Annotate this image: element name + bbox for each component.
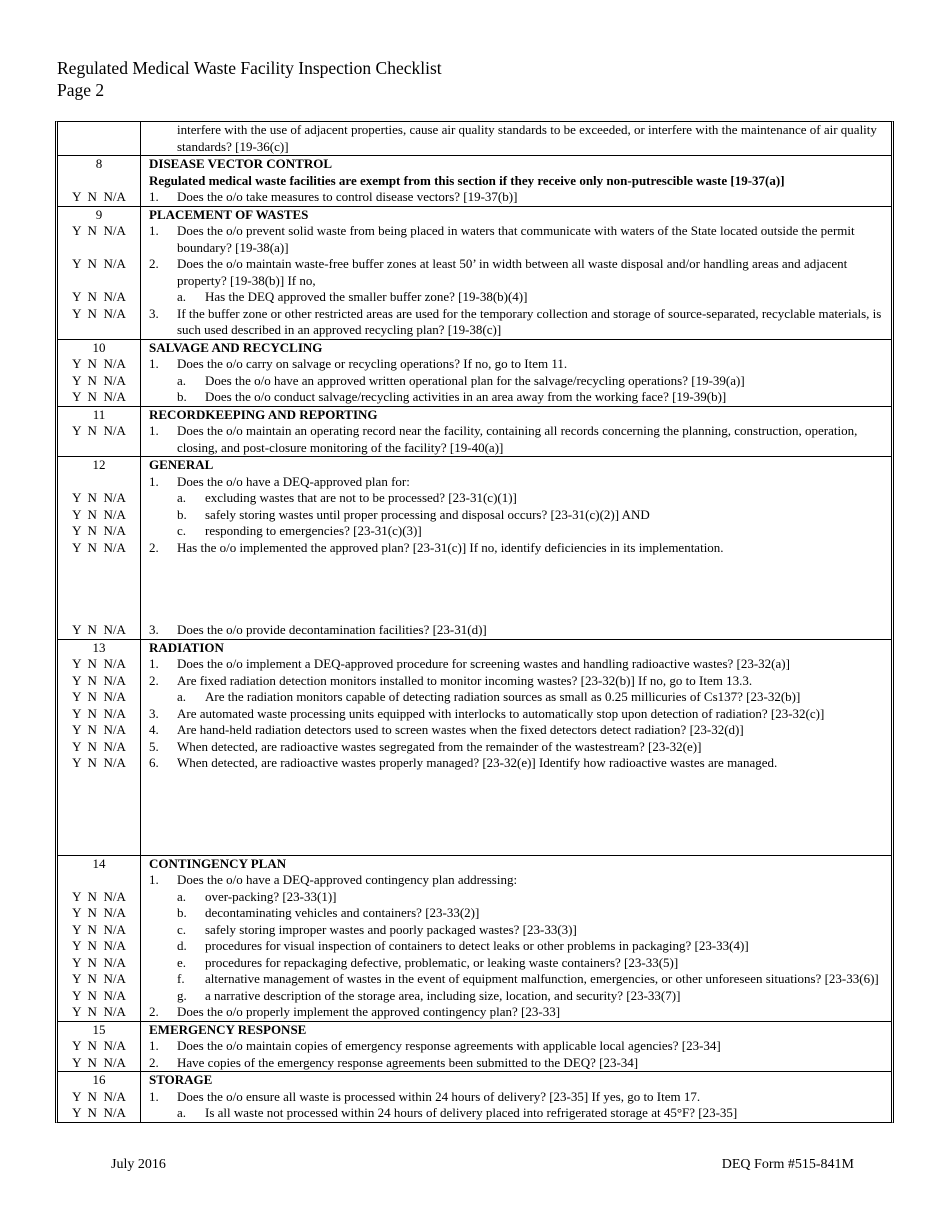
checklist-row (58, 490, 891, 507)
item-number: b. (177, 389, 187, 404)
section-number: 11 (58, 407, 141, 424)
question-cell (141, 474, 891, 491)
question-item (149, 256, 883, 289)
checklist-row (58, 306, 891, 339)
question-item (149, 1089, 883, 1106)
answer-options[interactable] (58, 889, 141, 906)
checklist-row (58, 373, 891, 390)
blank-cell (58, 173, 141, 190)
question-item (149, 389, 883, 406)
section-header-row (58, 1072, 891, 1089)
question-item (149, 739, 883, 756)
item-number: a. (177, 490, 187, 505)
section-title: PLACEMENT OF WASTES (149, 206, 309, 222)
question-text: Has the o/o implemented the approved plan? [23-31(c)] If no, identify deficiencies in its implementation. (177, 539, 724, 555)
answer-options[interactable] (58, 306, 141, 339)
item-number: d. (177, 938, 187, 953)
question-cell (141, 971, 891, 988)
answer-options[interactable] (58, 256, 141, 289)
question-text: When detected, are radioactive wastes segregated from the remainder of the wastestream? [23-32(e)] (177, 738, 702, 754)
question-text: decontaminating vehicles and containers? [23-33(2)] (205, 905, 480, 920)
item-number: 1. (149, 189, 159, 204)
question-text: Does the o/o maintain an operating record near the facility, containing all records concerning the planning, construction, operation, closing, and post-closure monitoring of the facility? [19-40(a)] (177, 423, 858, 455)
footer-form-number: DEQ Form #515-841M (721, 1157, 854, 1172)
section-number: 9 (58, 207, 141, 224)
item-number: 1. (149, 1038, 159, 1053)
answer-options[interactable] (58, 673, 141, 690)
answer-options[interactable] (58, 922, 141, 939)
y-n-na-choices[interactable]: Y N N/A (72, 356, 126, 371)
question-cell (141, 256, 891, 289)
section-number: 12 (58, 457, 141, 474)
question-cell (141, 223, 891, 256)
question-text: alternative management of wastes in the event of equipment malfunction, emergencies, or other unforeseen situations? [23-33(6)] (205, 971, 879, 986)
y-n-na-choices[interactable]: Y N N/A (72, 954, 126, 970)
answer-options[interactable] (58, 706, 141, 723)
question-text: Does the o/o maintain waste-free buffer zones at least 50’ in width between all waste disposal and/or handling areas and adjacent property? [19-38(b)] If no, (177, 256, 848, 288)
checklist-row (58, 922, 891, 939)
question-cell (141, 189, 891, 206)
question-cell (141, 356, 891, 373)
blank-cell (58, 872, 141, 889)
footer-date: July 2016 (111, 1157, 166, 1172)
question-item (149, 622, 883, 639)
question-item (149, 872, 883, 889)
y-n-na-choices[interactable]: Y N N/A (72, 622, 126, 637)
question-item (149, 540, 883, 557)
question-text: Does the o/o have an approved written operational plan for the salvage/recycling operations? [19-39(a)] (205, 372, 745, 388)
y-n-na-choices[interactable]: Y N N/A (72, 1105, 126, 1120)
question-item (149, 189, 883, 206)
question-cell (141, 922, 891, 939)
checklist-row (58, 1055, 891, 1072)
section-11 (58, 406, 891, 457)
section-header-row (58, 856, 891, 873)
item-number: 2. (149, 256, 159, 271)
checklist-row (58, 755, 891, 855)
question-text: Does the o/o implement a DEQ-approved procedure for screening wastes and handling radioactive wastes? [23-32(a)] (177, 656, 790, 671)
question-text: Does the o/o conduct salvage/recycling activities in an area away from the working face? [19-39(b)] (205, 389, 727, 404)
question-item (149, 223, 883, 256)
question-cell (141, 656, 891, 673)
y-n-na-choices[interactable]: Y N N/A (72, 389, 126, 404)
question-item (149, 938, 883, 955)
answer-options[interactable] (58, 1004, 141, 1021)
question-text: a narrative description of the storage area, including size, location, and security? [23-33(7)] (205, 987, 681, 1003)
checklist-row (58, 474, 891, 491)
question-cell (141, 673, 891, 690)
checklist-table (55, 121, 894, 1123)
answer-options[interactable] (58, 1089, 141, 1106)
section-title: RECORDKEEPING AND REPORTING (149, 406, 378, 422)
question-cell (141, 507, 891, 524)
question-cell (141, 938, 891, 955)
question-text: When detected, are radioactive wastes properly managed? [23-32(e)] Identify how radioactive wastes are managed. (177, 755, 778, 770)
item-number: 1. (149, 1088, 159, 1104)
section-number: 16 (58, 1072, 141, 1089)
answer-space[interactable] (149, 772, 883, 855)
item-number: a. (177, 289, 187, 304)
y-n-na-choices[interactable]: Y N N/A (72, 938, 126, 953)
checklist-row (58, 523, 891, 540)
answer-options[interactable] (58, 755, 141, 855)
question-text: Has the DEQ approved the smaller buffer zone? [19-38(b)(4)] (205, 289, 528, 304)
y-n-na-choices[interactable]: Y N N/A (72, 656, 126, 671)
checklist-row (58, 1004, 891, 1021)
checklist-row (58, 1105, 891, 1122)
question-cell (141, 955, 891, 972)
y-n-na-choices[interactable]: Y N N/A (72, 971, 126, 986)
checklist-row (58, 739, 891, 756)
section-title: GENERAL (149, 457, 214, 472)
question-cell (141, 905, 891, 922)
question-item (149, 905, 883, 922)
answer-options[interactable] (58, 356, 141, 373)
section-title: CONTINGENCY PLAN (149, 855, 287, 871)
continued-section (58, 122, 891, 155)
y-n-na-choices[interactable]: Y N N/A (72, 523, 126, 538)
question-text: safely storing wastes until proper processing and disposal occurs? [23-31(c)(2)] AND (205, 506, 650, 522)
item-number: a. (177, 1105, 187, 1120)
answer-options[interactable] (58, 722, 141, 739)
blank-cell (58, 474, 141, 491)
checklist-row (58, 938, 891, 955)
checklist-row (58, 656, 891, 673)
checklist-row (58, 223, 891, 256)
checklist-row (58, 1089, 891, 1106)
section-8 (58, 155, 891, 206)
item-number: c. (177, 921, 187, 937)
answer-options[interactable] (58, 490, 141, 507)
answer-options[interactable] (58, 223, 141, 256)
item-number: 3. (149, 705, 159, 721)
question-cell (141, 722, 891, 739)
checklist-row (58, 971, 891, 988)
question-text: responding to emergencies? [23-31(c)(3)] (205, 523, 422, 538)
answer-options[interactable] (58, 971, 141, 988)
section-number: 15 (58, 1022, 141, 1039)
y-n-na-choices[interactable]: Y N N/A (72, 289, 126, 304)
y-n-na-choices[interactable]: Y N N/A (72, 305, 126, 321)
item-number: 2. (149, 539, 159, 555)
y-n-na-choices[interactable]: Y N N/A (72, 888, 126, 904)
item-number: 2. (149, 1054, 159, 1070)
checklist-row (58, 988, 891, 1005)
y-n-na-choices[interactable]: Y N N/A (72, 539, 126, 555)
section-12 (58, 456, 891, 639)
question-text: Does the o/o ensure all waste is processed within 24 hours of delivery? [23-35] If yes, go to Item 17. (177, 1088, 701, 1104)
question-item (149, 706, 883, 723)
question-cell (141, 706, 891, 723)
y-n-na-choices[interactable]: Y N N/A (72, 705, 126, 721)
section-9 (58, 206, 891, 339)
answer-options[interactable] (58, 938, 141, 955)
answer-options[interactable] (58, 656, 141, 673)
answer-options[interactable] (58, 1055, 141, 1072)
section-number: 8 (58, 156, 141, 173)
question-text: Have copies of the emergency response agreements been submitted to the DEQ? [23-34] (177, 1054, 639, 1070)
checklist-row (58, 423, 891, 456)
checklist-row (58, 389, 891, 406)
question-text: Does the o/o prevent solid waste from being placed in waters that communicate with waters of the State located outside the permit boundary? [19-38(a)] (177, 223, 855, 255)
checklist-row (58, 256, 891, 289)
item-number: a. (177, 888, 187, 904)
item-number: 5. (149, 738, 159, 754)
question-item (149, 722, 883, 739)
question-cell (141, 1105, 891, 1122)
section-header-row (58, 1022, 891, 1039)
y-n-na-choices[interactable]: Y N N/A (72, 755, 126, 770)
section-header-row (58, 156, 891, 173)
answer-options[interactable] (58, 1105, 141, 1122)
answer-options[interactable] (58, 507, 141, 524)
section-number: 13 (58, 640, 141, 657)
section-title: DISEASE VECTOR CONTROL (149, 156, 333, 171)
question-item (149, 656, 883, 673)
answer-options[interactable] (58, 739, 141, 756)
checklist-row (58, 955, 891, 972)
checklist-row (58, 1038, 891, 1055)
y-n-na-choices[interactable]: Y N N/A (72, 1088, 126, 1104)
section-15 (58, 1021, 891, 1072)
question-text: over-packing? [23-33(1)] (205, 888, 337, 904)
answer-options[interactable] (58, 1038, 141, 1055)
question-item (149, 889, 883, 906)
checklist-row (58, 889, 891, 906)
question-item (149, 523, 883, 540)
y-n-na-choices[interactable]: Y N N/A (72, 423, 126, 438)
question-cell (141, 523, 891, 540)
checklist-row (58, 689, 891, 706)
question-item (149, 1105, 883, 1122)
y-n-na-choices[interactable]: Y N N/A (72, 506, 126, 522)
checklist-row (58, 673, 891, 690)
question-item (149, 689, 883, 706)
item-number: 1. (149, 656, 159, 671)
y-n-na-choices[interactable]: Y N N/A (72, 1054, 126, 1070)
answer-options[interactable] (58, 689, 141, 706)
section-header-row (58, 457, 891, 474)
answer-space[interactable] (149, 556, 883, 622)
section-header-row (58, 207, 891, 224)
question-item (149, 922, 883, 939)
item-number: 4. (149, 722, 159, 737)
question-text: Does the o/o maintain copies of emergency response agreements with applicable local agencies? [23-34] (177, 1038, 721, 1053)
answer-options[interactable] (58, 373, 141, 390)
answer-options[interactable] (58, 189, 141, 206)
question-cell (141, 423, 891, 456)
document-title: Regulated Medical Waste Facility Inspection Checklist (57, 58, 442, 78)
y-n-na-choices[interactable]: Y N N/A (72, 921, 126, 937)
checklist-row (58, 706, 891, 723)
item-number: f. (177, 971, 185, 986)
answer-options[interactable] (58, 523, 141, 540)
question-text: excluding wastes that are not to be processed? [23-31(c)(1)] (205, 490, 517, 505)
item-number: 1. (149, 423, 159, 438)
item-number: b. (177, 506, 187, 522)
question-item (149, 1038, 883, 1055)
y-n-na-choices[interactable]: Y N N/A (72, 372, 126, 388)
section-number: 14 (58, 856, 141, 873)
question-cell (141, 289, 891, 306)
question-cell (141, 1055, 891, 1072)
item-number: 2. (149, 1004, 159, 1019)
question-text: Are hand-held radiation detectors used to screen wastes when the fixed detectors detect radiation? [23-32(d)] (177, 722, 744, 737)
section-number: 10 (58, 340, 141, 357)
checklist-row (58, 722, 891, 739)
y-n-na-choices[interactable]: Y N N/A (72, 689, 126, 704)
question-item (149, 356, 883, 373)
section-13 (58, 639, 891, 855)
checklist-row (58, 540, 891, 623)
item-number: 1. (149, 473, 159, 489)
question-text: Does the o/o provide decontamination facilities? [23-31(d)] (177, 622, 487, 637)
continued-text: interfere with the use of adjacent properties, cause air quality standards to be exceeded, or interfere with the maintenance of air quality standards? [19-36(c)] (177, 122, 877, 154)
question-cell (141, 739, 891, 756)
question-text: procedures for repackaging defective, problematic, or leaking waste containers? [23-33(5)] (205, 954, 679, 970)
question-item (149, 755, 883, 772)
answer-options[interactable] (58, 540, 141, 623)
section-header-row (58, 640, 891, 657)
y-n-na-choices[interactable]: Y N N/A (72, 223, 126, 238)
checklist-row (58, 622, 891, 639)
checklist-row (58, 356, 891, 373)
question-text: Does the o/o take measures to control disease vectors? [19-37(b)] (177, 189, 518, 204)
checklist-row (58, 872, 891, 889)
checklist-row (58, 289, 891, 306)
answer-options[interactable] (58, 955, 141, 972)
question-item (149, 289, 883, 306)
item-number: a. (177, 689, 187, 704)
question-item (149, 673, 883, 690)
question-text: Does the o/o have a DEQ-approved plan for: (177, 473, 410, 489)
section-title: RADIATION (149, 639, 224, 655)
question-cell (141, 1089, 891, 1106)
answer-options[interactable] (58, 423, 141, 456)
section-title: STORAGE (149, 1072, 213, 1087)
page-number: Page 2 (57, 80, 105, 100)
answer-options[interactable] (58, 622, 141, 639)
y-n-na-choices[interactable]: Y N N/A (72, 490, 126, 505)
answer-options[interactable] (58, 289, 141, 306)
question-cell (141, 1038, 891, 1055)
question-cell (141, 306, 891, 339)
y-n-na-choices[interactable]: Y N N/A (72, 905, 126, 920)
section-10 (58, 339, 891, 406)
question-cell (141, 373, 891, 390)
question-text: Does the o/o properly implement the approved contingency plan? [23-33] (177, 1004, 561, 1019)
question-item (149, 423, 883, 456)
question-cell (141, 622, 891, 639)
question-item (149, 306, 883, 339)
question-cell (141, 389, 891, 406)
question-text: Are automated waste processing units equipped with interlocks to automatically stop upon detection of radiation? [23-32(c)] (177, 705, 825, 721)
question-item (149, 490, 883, 507)
section-note-row (58, 173, 891, 190)
y-n-na-choices[interactable]: Y N N/A (72, 722, 126, 737)
question-item (149, 474, 883, 491)
question-cell (141, 889, 891, 906)
section-16 (58, 1071, 891, 1122)
question-item (149, 955, 883, 972)
section-title: SALVAGE AND RECYCLING (149, 339, 323, 355)
question-text: Are the radiation monitors capable of detecting radiation sources as small as 0.25 millicuries of Cs137? [23-32(b)] (205, 689, 801, 704)
item-number: 3. (149, 622, 159, 637)
section-title: EMERGENCY RESPONSE (149, 1021, 307, 1037)
item-number: 6. (149, 755, 159, 770)
checklist-row (58, 905, 891, 922)
checklist-row (58, 507, 891, 524)
y-n-na-choices[interactable]: Y N N/A (72, 987, 126, 1003)
checklist-row (58, 189, 891, 206)
y-n-na-choices[interactable]: Y N N/A (72, 189, 126, 204)
section-header-row (58, 340, 891, 357)
question-text: Are fixed radiation detection monitors installed to monitor incoming wastes? [23-32(b)] If no, go to Item 13.3. (177, 672, 753, 688)
question-item (149, 988, 883, 1005)
question-item (149, 1055, 883, 1072)
item-number: 2. (149, 672, 159, 688)
question-cell (141, 755, 891, 855)
question-item (149, 971, 883, 988)
question-cell (141, 1004, 891, 1021)
item-number: b. (177, 905, 187, 920)
question-text: procedures for visual inspection of containers to detect leaks or other problems in packaging? [23-33(4)] (205, 938, 749, 953)
question-text: Does the o/o have a DEQ-approved contingency plan addressing: (177, 872, 518, 887)
question-text: safely storing improper wastes and poorly packaged wastes? [23-33(3)] (205, 921, 577, 937)
item-number: g. (177, 987, 187, 1003)
question-text: If the buffer zone or other restricted areas are used for the temporary collection and storage of source-separated, recyclable materials, is such used described in an approved recycling plan? [19-38(c)] (177, 305, 882, 337)
section-header-row (58, 407, 891, 424)
y-n-na-choices[interactable]: Y N N/A (72, 1038, 126, 1053)
section-note: Regulated medical waste facilities are exempt from this section if they receive only non-putrescible waste [19-37(a)] (149, 172, 785, 188)
item-number: 3. (149, 305, 159, 321)
question-cell (141, 988, 891, 1005)
answer-options[interactable] (58, 988, 141, 1005)
question-cell (141, 872, 891, 889)
item-number: 1. (149, 356, 159, 371)
page-header (57, 57, 442, 101)
question-item (149, 507, 883, 524)
item-number: 1. (149, 223, 159, 238)
question-text: Is all waste not processed within 24 hours of delivery placed into refrigerated storage at 45°F? [23-35] (205, 1105, 738, 1120)
item-number: a. (177, 372, 187, 388)
question-cell (141, 540, 891, 623)
question-item (149, 1004, 883, 1021)
question-cell (141, 689, 891, 706)
item-number: 1. (149, 872, 159, 887)
question-cell (141, 490, 891, 507)
y-n-na-choices[interactable]: Y N N/A (72, 256, 126, 271)
question-item (149, 373, 883, 390)
y-n-na-choices[interactable]: Y N N/A (72, 1004, 126, 1019)
answer-options[interactable] (58, 389, 141, 406)
question-text: Does the o/o carry on salvage or recycling operations? If no, go to Item 11. (177, 356, 568, 371)
item-number: c. (177, 523, 187, 538)
section-14 (58, 855, 891, 1021)
item-number: e. (177, 954, 187, 970)
y-n-na-choices[interactable]: Y N N/A (72, 738, 126, 754)
y-n-na-choices[interactable]: Y N N/A (72, 672, 126, 688)
answer-options[interactable] (58, 905, 141, 922)
